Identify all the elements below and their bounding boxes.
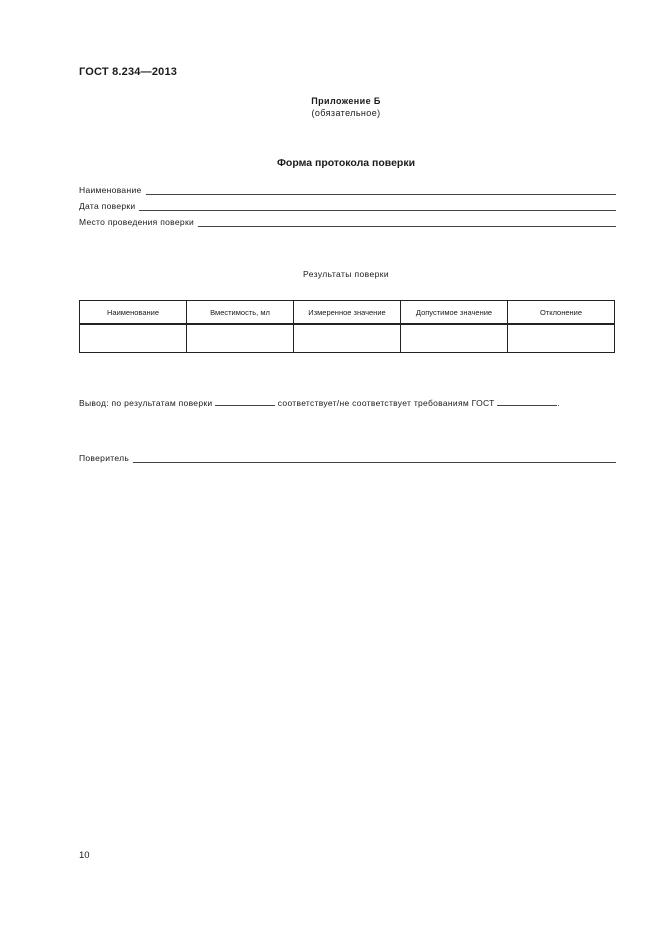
- date-field-label: Дата поверки: [79, 201, 136, 211]
- column-header-measured: Измеренное значение: [294, 301, 401, 325]
- place-field[interactable]: [79, 215, 616, 227]
- table-cell[interactable]: [401, 324, 508, 353]
- column-header-capacity: Вместимость, мл: [187, 301, 294, 325]
- results-table: [79, 300, 615, 353]
- page-number: 10: [79, 850, 90, 861]
- table-row: [80, 324, 615, 353]
- place-field-label: Место проведения поверки: [79, 217, 195, 227]
- table-cell[interactable]: [187, 324, 294, 353]
- table-header-row: [80, 301, 615, 325]
- date-field[interactable]: [79, 199, 616, 211]
- conclusion-line: [79, 397, 619, 408]
- date-field-line[interactable]: [139, 202, 616, 211]
- conclusion-text-middle: соответствует/не соответствует требованиям ГОСТ: [277, 398, 495, 408]
- column-header-deviation: Отклонение: [508, 301, 615, 325]
- conclusion-blank-standard[interactable]: [497, 397, 557, 406]
- column-header-allowed: Допустимое значение: [401, 301, 508, 325]
- appendix-title: Приложение Б: [311, 96, 381, 106]
- results-title: Результаты поверки: [303, 269, 389, 279]
- table-cell[interactable]: [294, 324, 401, 353]
- name-field-line[interactable]: [146, 186, 616, 195]
- document-code: ГОСТ 8.234—2013: [79, 66, 178, 78]
- verifier-field-label: Поверитель: [79, 453, 130, 463]
- verifier-field-line[interactable]: [133, 454, 616, 463]
- name-field[interactable]: [79, 183, 616, 195]
- form-title: Форма протокола поверки: [276, 157, 416, 169]
- name-field-label: Наименование: [79, 185, 142, 195]
- place-field-line[interactable]: [198, 218, 616, 227]
- table-cell[interactable]: [80, 324, 187, 353]
- conclusion-text-start: Вывод: по результатам поверки: [79, 398, 213, 408]
- conclusion-text-end: .: [557, 398, 561, 408]
- column-header-name: Наименование: [80, 301, 187, 325]
- conclusion-blank-result[interactable]: [215, 397, 275, 406]
- table-cell[interactable]: [508, 324, 615, 353]
- verifier-field[interactable]: [79, 451, 616, 463]
- appendix-subtitle: (обязательное): [311, 108, 381, 118]
